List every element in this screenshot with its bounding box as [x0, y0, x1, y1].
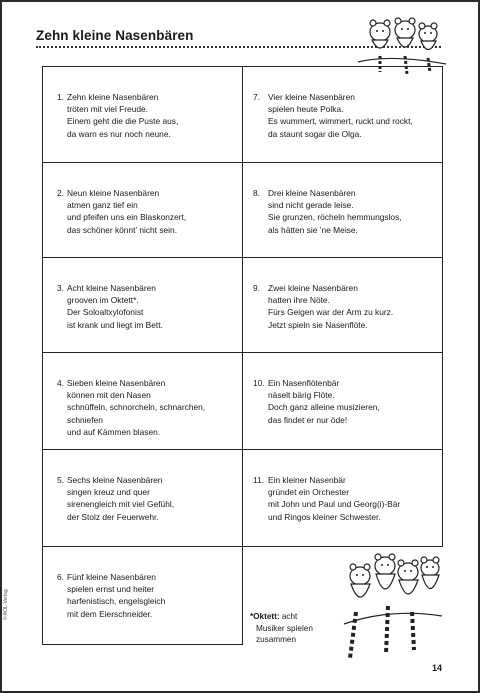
verse-number: 7.	[253, 92, 260, 102]
verse-line: harfenistisch, engelsgleich	[67, 596, 166, 607]
verse-line: ist krank und liegt im Bett.	[67, 319, 163, 330]
verse-line: näselt bärig Flöte.	[268, 390, 335, 401]
verse-cell	[243, 450, 443, 547]
verse-line: schnüffeln, schnorcheln, schnarchen,	[67, 402, 206, 413]
verse-line: schniefen	[67, 414, 103, 425]
verse-line: Es wummert, wimmert, ruckt und rockt,	[268, 116, 413, 127]
footnote-term: *Oktett:	[250, 612, 280, 621]
verse-line: spielen ernst und heiter	[67, 584, 155, 595]
verse-line: Jetzt spieln sie Nasenflöte.	[268, 319, 368, 330]
verse-line: können mit den Nasen	[67, 390, 151, 401]
verse-row	[43, 353, 443, 450]
verse-number: 6.	[57, 572, 64, 582]
verse-line: spielen heute Polka.	[268, 104, 344, 115]
verse-line: Fünf kleine Nasenbären	[67, 572, 156, 582]
footnote-text: acht	[281, 612, 298, 621]
verse-line: der Stolz der Feuerwehr.	[67, 511, 159, 522]
verse-row	[43, 258, 443, 353]
verse-number: 8.	[253, 188, 260, 198]
side-credit: © AOL-Verlag	[3, 589, 9, 620]
verse-line: da warn es nur noch neune.	[67, 128, 171, 139]
verse-line: Sie grunzen, röcheln hemmungslos,	[268, 212, 402, 223]
verse-line: Fürs Geigen war der Arm zu kurz.	[268, 307, 394, 318]
verse-line: Ein Nasenflötenbär	[268, 378, 340, 388]
verse-line: Sechs kleine Nasenbären	[67, 475, 163, 485]
verse-line: da staunt sogar die Olga.	[268, 128, 362, 139]
verse-line: Der Soloaltxylofonist	[67, 307, 144, 318]
verse-line: Ein kleiner Nasenbär	[268, 475, 346, 485]
verse-line: und pfeifen uns ein Blaskonzert,	[67, 212, 187, 223]
verse-cell	[43, 450, 243, 547]
verse-line: Acht kleine Nasenbären	[67, 283, 156, 293]
bears-illustration-bottom	[340, 546, 445, 666]
verse-row	[43, 67, 443, 163]
verse-number: 2.	[57, 188, 64, 198]
verse-line: sirenengleich mit viel Gefühl,	[67, 499, 175, 510]
verse-cell	[243, 67, 443, 163]
verse-number: 3.	[57, 283, 64, 293]
verse-line: tröten mit viel Freude.	[67, 104, 148, 115]
verse-line: Einem geht die die Puste aus,	[67, 116, 179, 127]
verse-number: 1.	[57, 92, 64, 102]
verse-row	[43, 450, 443, 547]
verse-line: mit dem Eierschneider.	[67, 608, 153, 619]
verse-number: 10.	[253, 378, 265, 388]
footnote-text-rest: Musiker spielen zusammen	[256, 623, 313, 644]
verse-cell	[43, 547, 243, 645]
verse-line: gründet ein Orchester	[268, 487, 350, 498]
page-number: 14	[432, 663, 443, 673]
verse-cell	[43, 163, 243, 258]
verse-line: atmen ganz tief ein	[67, 200, 138, 211]
page-title: Zehn kleine Nasenbären	[36, 28, 194, 43]
verse-cell	[243, 353, 443, 450]
verse-line: Doch ganz alleine musizieren,	[268, 402, 380, 413]
verse-line: das findet er nur öde!	[268, 414, 348, 425]
verse-row	[43, 163, 443, 258]
verse-line: das schöner könnt’ nicht sein.	[67, 224, 178, 235]
verse-cell	[43, 353, 243, 450]
verse-number: 4.	[57, 378, 64, 388]
verse-line: singen kreuz und quer	[67, 487, 150, 498]
verse-line: grooven im Oktett*.	[67, 295, 139, 306]
verse-line: Zehn kleine Nasenbären	[67, 92, 159, 102]
verse-line: hatten ihre Nöte.	[268, 295, 330, 306]
verse-line: Neun kleine Nasenbären	[67, 188, 160, 198]
verse-cell	[43, 67, 243, 163]
verse-line: Zwei kleine Nasenbären	[268, 283, 358, 293]
verse-line: und auf Kämmen blasen.	[67, 426, 161, 437]
verse-number: 11.	[253, 475, 265, 485]
verse-cell	[243, 163, 443, 258]
verse-line: Sieben kleine Nasenbären	[67, 378, 166, 388]
verse-cell	[43, 258, 243, 353]
verse-number: 9.	[253, 283, 260, 293]
verse-line: Drei kleine Nasenbären	[268, 188, 356, 198]
verse-line: als hätten sie ’ne Meise.	[268, 224, 358, 235]
verse-cell	[243, 258, 443, 353]
verse-line: und Ringos kleiner Schwester.	[268, 511, 381, 522]
verse-line: mit John und Paul und Georg(i)-Bär	[268, 499, 401, 510]
footnote	[250, 611, 332, 646]
verse-line: Vier kleine Nasenbären	[268, 92, 355, 102]
verse-number: 5.	[57, 475, 64, 485]
verse-line: sind nicht gerade leise.	[268, 200, 354, 211]
